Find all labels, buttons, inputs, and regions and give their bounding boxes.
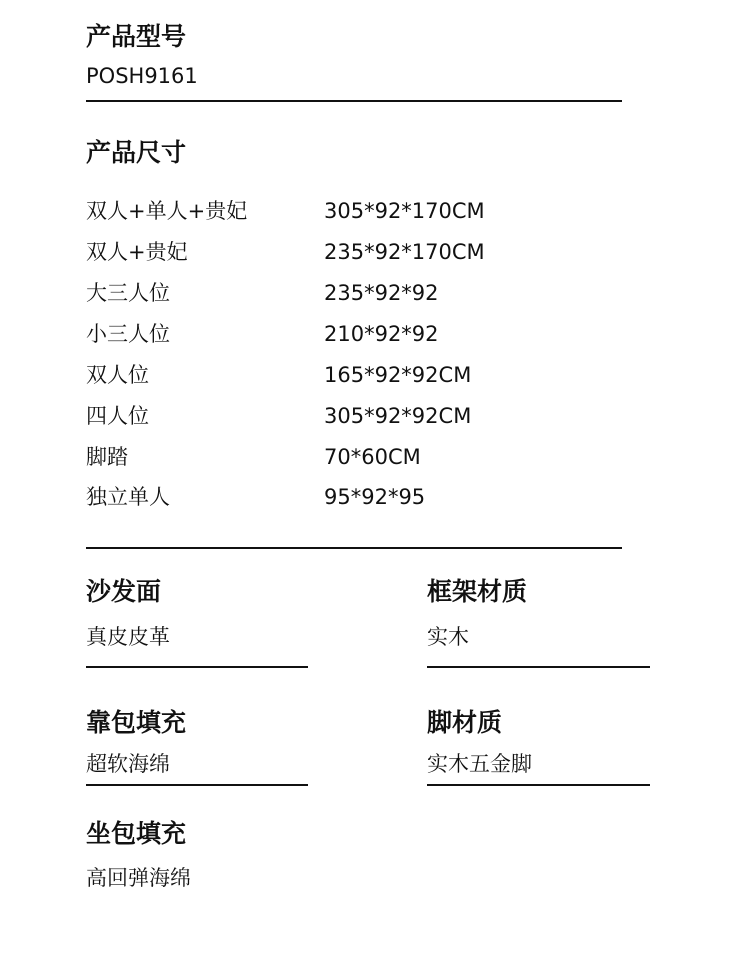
back-cushion-value: 超软海绵 [86, 752, 170, 776]
size-row [86, 484, 626, 510]
size-value: 235*92*170CM [324, 240, 485, 264]
size-row [86, 403, 626, 429]
frame-material-heading: 框架材质 [427, 577, 528, 606]
size-label: 双人+单人+贵妃 [86, 199, 248, 223]
size-value: 305*92*92CM [324, 404, 472, 428]
size-label: 双人位 [86, 363, 149, 387]
size-label: 双人+贵妃 [86, 240, 188, 264]
size-label: 大三人位 [86, 281, 170, 305]
divider-sizes [86, 547, 622, 549]
frame-material-value: 实木 [427, 625, 469, 649]
divider-model [86, 100, 622, 102]
leg-material-heading: 脚材质 [427, 708, 503, 737]
sofa-surface-heading: 沙发面 [86, 577, 162, 606]
size-row [86, 280, 626, 306]
size-row [86, 362, 626, 388]
size-row [86, 239, 626, 265]
size-label: 脚踏 [86, 445, 128, 469]
size-row [86, 321, 626, 347]
leg-material-value: 实木五金脚 [427, 752, 532, 776]
sizes-heading: 产品尺寸 [86, 138, 187, 167]
size-value: 210*92*92 [324, 322, 439, 346]
size-value: 165*92*92CM [324, 363, 472, 387]
divider-sofa-surface [86, 666, 308, 668]
size-value: 235*92*92 [324, 281, 439, 305]
seat-cushion-heading: 坐包填充 [86, 819, 187, 848]
size-label: 独立单人 [86, 485, 170, 509]
divider-frame-material [427, 666, 650, 668]
size-row [86, 198, 626, 224]
size-value: 70*60CM [324, 445, 421, 469]
divider-back-cushion [86, 784, 308, 786]
model-heading: 产品型号 [86, 22, 187, 51]
model-value: POSH9161 [86, 64, 198, 88]
size-value: 305*92*170CM [324, 199, 485, 223]
size-label: 四人位 [86, 404, 149, 428]
size-row [86, 444, 626, 470]
back-cushion-heading: 靠包填充 [86, 708, 187, 737]
size-label: 小三人位 [86, 322, 170, 346]
seat-cushion-value: 高回弹海绵 [86, 866, 191, 890]
divider-leg-material [427, 784, 650, 786]
sofa-surface-value: 真皮皮革 [86, 625, 170, 649]
size-value: 95*92*95 [324, 485, 426, 509]
